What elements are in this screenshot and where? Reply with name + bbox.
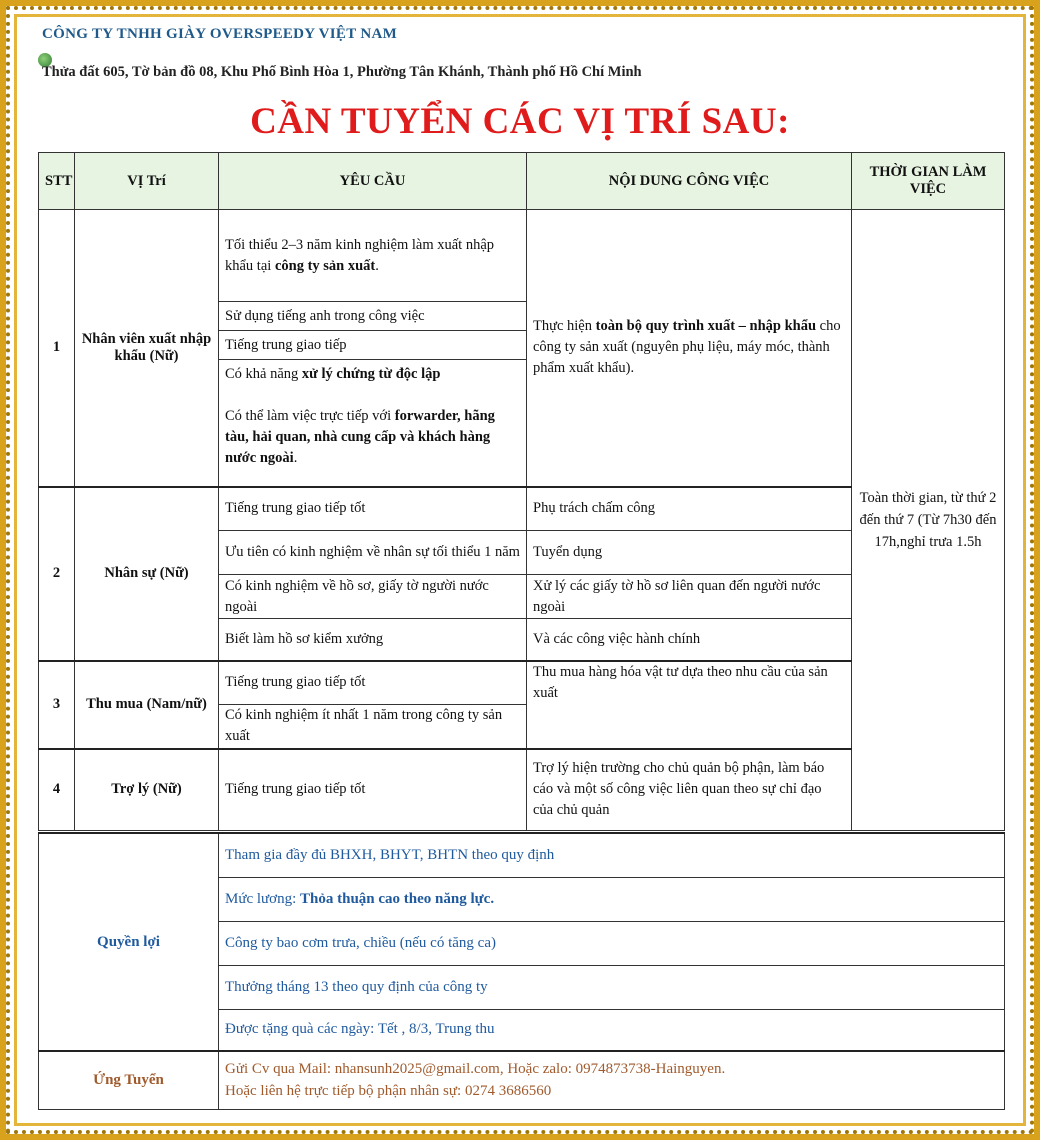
company-name: CÔNG TY TNHH GIÀY OVERSPEEDY VIỆT NAM xyxy=(42,26,398,42)
benefits-label: Quyền lợi xyxy=(39,833,219,1051)
job-3-duty: Thu mua hàng hóa vật tư dựa theo nhu cầu của sản xuất xyxy=(527,661,852,705)
benefit-item-4: Thưởng tháng 13 theo quy định của công ty xyxy=(219,965,1005,1009)
working-time: Toàn thời gian, từ thứ 2 đến thứ 7 (Từ 7h30 đến 17h,nghỉ trưa 1.5h xyxy=(852,210,1005,831)
job-1-req-4: Có khả năng xử lý chứng từ độc lập xyxy=(219,360,527,389)
job-2-req-1: Tiếng trung giao tiếp tốt xyxy=(219,487,527,531)
benefits-table xyxy=(38,832,1005,1110)
job-3-stt: 3 xyxy=(39,661,75,749)
benefit-item-5: Được tặng quà các ngày: Tết , 8/3, Trung thu xyxy=(219,1009,1005,1051)
job-4-req: Tiếng trung giao tiếp tốt xyxy=(219,749,527,831)
job-2-duty-2: Tuyển dụng xyxy=(527,531,852,575)
company-address: Thửa đất 605, Tờ bản đồ 08, Khu Phố Bình Hòa 1, Phường Tân Khánh, Thành phố Hồ Chí Minh xyxy=(42,64,642,80)
apply-line-1: Gửi Cv qua Mail: nhansunh2025@gmail.com, Hoặc zalo: 0974873738-Hainguyen. xyxy=(225,1061,726,1078)
table-row xyxy=(39,210,1005,302)
job-1-req-1: Tối thiểu 2–3 năm kinh nghiệm làm xuất nhập khẩu tại công ty sản xuất. xyxy=(219,210,527,302)
job-4-duty: Trợ lý hiện trường cho chủ quản bộ phận, làm báo cáo và một số công việc liên quan theo sự chỉ đạo của chủ quản xyxy=(527,749,852,831)
job-2-duty-1: Phụ trách chấm công xyxy=(527,487,852,531)
job-1-req-5: Có thể làm việc trực tiếp với forwarder, hãng tàu, hải quan, nhà cung cấp và khách hàng nước ngoài. xyxy=(219,389,527,487)
benefit-item-3: Công ty bao cơm trưa, chiều (nếu có tăng ca) xyxy=(219,921,1005,965)
job-2-duty-3: Xử lý các giấy tờ hồ sơ liên quan đến người nước ngoài xyxy=(527,575,852,619)
header-stt: STT xyxy=(39,153,75,210)
job-2-req-2: Ưu tiên có kinh nghiệm về nhân sự tối thiểu 1 năm xyxy=(219,531,527,575)
table-header-row xyxy=(39,153,1005,210)
table-row xyxy=(39,1051,1005,1109)
job-2-stt: 2 xyxy=(39,487,75,661)
apply-label: Ứng Tuyển xyxy=(39,1051,219,1109)
benefit-item-1: Tham gia đầy đủ BHXH, BHYT, BHTN theo quy định xyxy=(219,833,1005,877)
header-requirements: YÊU CẦU xyxy=(219,153,527,210)
job-1-position: Nhân viên xuất nhập khẩu (Nữ) xyxy=(75,210,219,487)
job-4-stt: 4 xyxy=(39,749,75,831)
job-2-position: Nhân sự (Nữ) xyxy=(75,487,219,661)
job-1-req-3: Tiếng trung giao tiếp xyxy=(219,331,527,360)
header-duties: NỘI DUNG CÔNG VIỆC xyxy=(527,153,852,210)
table-row xyxy=(39,833,1005,877)
page-title: CẦN TUYỂN CÁC VỊ TRÍ SAU: xyxy=(250,101,790,142)
benefit-item-2: Mức lương: Thỏa thuận cao theo năng lực. xyxy=(219,877,1005,921)
job-3-duty-empty xyxy=(527,705,852,749)
job-1-duty: Thực hiện toàn bộ quy trình xuất – nhập khẩu cho công ty sản xuất (nguyên phụ liệu, máy móc, thành phẩm xuất khẩu). xyxy=(527,210,852,487)
job-2-duty-4: Và các công việc hành chính xyxy=(527,619,852,661)
header-working-time: THỜI GIAN LÀM VIỆC xyxy=(852,153,1005,210)
job-2-req-4: Biết làm hồ sơ kiểm xưởng xyxy=(219,619,527,661)
job-3-req-2: Có kinh nghiệm ít nhất 1 năm trong công ty sản xuất xyxy=(219,705,527,749)
job-3-position: Thu mua (Nam/nữ) xyxy=(75,661,219,749)
apply-contact xyxy=(219,1051,1005,1109)
header-position: VỊ Trí xyxy=(75,153,219,210)
jobs-table xyxy=(38,152,1005,831)
job-2-req-3: Có kinh nghiệm về hồ sơ, giấy tờ người nước ngoài xyxy=(219,575,527,619)
job-1-stt: 1 xyxy=(39,210,75,487)
apply-line-2: Hoặc liên hệ trực tiếp bộ phận nhân sự: 0274 3686560 xyxy=(225,1083,552,1100)
job-3-req-1: Tiếng trung giao tiếp tốt xyxy=(219,661,527,705)
job-4-position: Trợ lý (Nữ) xyxy=(75,749,219,831)
job-1-req-2: Sử dụng tiếng anh trong công việc xyxy=(219,302,527,331)
